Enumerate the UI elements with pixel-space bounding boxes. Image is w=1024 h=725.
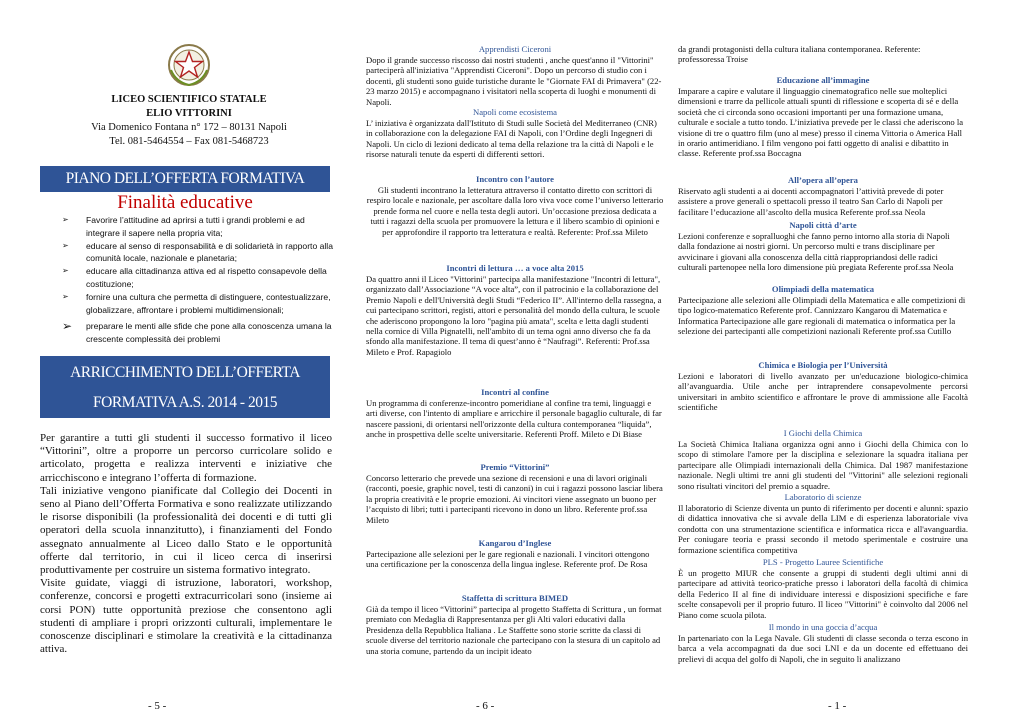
- section-title: Il mondo in una goccia d’acqua: [768, 622, 878, 632]
- banner-line-1: ARRICCHIMENTO DELL’OFFERTA: [70, 364, 300, 381]
- section-bimed: [366, 593, 664, 656]
- section-title: Napoli città d’arte: [789, 220, 857, 230]
- section-confine: [366, 387, 664, 440]
- section-text: da grandi protagonisti della cultura italiana contemporanea. Referente: professoressa Troise: [678, 44, 921, 65]
- section-title: Apprendisti Ciceroni: [478, 44, 552, 54]
- section-title: Kangarou d’Inglese: [478, 538, 552, 548]
- section-title: PLS - Progetto Lauree Scientifiche: [762, 557, 884, 567]
- section-title: Napoli come ecosistema: [473, 107, 557, 117]
- goal-item: ➢ Favorire l’attitudine ad aprirsi a tutti i grandi problemi e ad integrare il sapere nella propria vita;: [62, 214, 334, 240]
- section-opera: [678, 175, 968, 217]
- section-chimica: [678, 360, 968, 413]
- goal-item: ➢ educare al senso di responsabilità e di solidarietà in rapporto alla comunità locale, nazionale e planetaria;: [62, 240, 334, 266]
- goal-item: ➢ fornire una cultura che permetta di distinguere, contestualizzare, globalizzare, affrontare i problemi multidimensionali;: [62, 291, 334, 317]
- page-number: - 1 -: [828, 700, 847, 712]
- page-number: - 6 -: [476, 700, 495, 712]
- section-text: È un progetto MIUR che consente a gruppi di studenti degli ultimi anni di partecipare ad attività teorico-pratiche presso i laboratori della facoltà di chimica della Federico II al fine di individuare interessi e disposizioni specifiche e fare scelte consapevoli per il proprio futuro. Il liceo "Vittorini" è coinvolto dal 2006 nel Piano come scuola pilota.: [678, 568, 968, 620]
- goal-item: ➢ preparare le menti alle sfide che pone alla conoscenza umana la crescente complessità dei problemi: [62, 320, 334, 346]
- section-title: I Giochi della Chimica: [783, 428, 863, 438]
- intro-paragraph: Visite guidate, viaggi di istruzione, laboratori, workshop, conferenze, concorsi e progetti extracurricolari sono (insieme ai corsi PON) tutte opportunità preziose che consentono agli studenti di ampliare i propri orizzonti culturali, implementare le conoscenze disciplinari e stimolare la creatività e la cittadinanza attiva.: [40, 577, 332, 656]
- pof-banner: PIANO DELL’OFFERTA FORMATIVA: [40, 166, 330, 192]
- section-title: Chimica e Biologia per l’Università: [758, 360, 888, 370]
- section-lettura: [366, 263, 664, 357]
- school-phone: Tel. 081-5464554 – Fax 081-5468723: [109, 136, 269, 147]
- section-text: Da quattro anni il Liceo "Vittorini" partecipa alla manifestazione "Incontri di lettura", organizzato dall’Associazione “A voce alta”, con il patrocinio e la collaborazione del Premio Napoli e dell'Università degli Studi “Federico II”. All'interno della rassegna, a cui partecipano scrittori, registi, attori e personalità del mondo della cultura, le scuole che aderiscono propongono la loro "pagina più amata", scelta e letta dagli studenti nella cornice di Villa Pignatelli, nell'ambito di un tema ogni anno diverso che fa da sfondo alla manifestazione. Il tema di quest’anno è “Naufragi”. Referenti: Prof.ssa Mileto e Prof. Rapagiolo: [366, 274, 662, 357]
- section-text: Lezioni e laboratori di livello avanzato per un'educazione biologico-chimica all’avanguardia. Utile anche per intraprendere consapevolmente percorsi universitari in ambito scientifico e affrontare le prove di ammissione alle Facoltà scientifiche: [678, 371, 968, 413]
- section-text: Dopo il grande successo riscosso dai nostri studenti , anche quest'anno il "Vittorini" parteciperà all'iniziativa "Apprendisti Ciceroni". Dopo un percorso di studio con i docenti, gli studenti sono guide turistiche durante le "Giornate FAI di Primavera" (22-23 marzo 2015) e accompagnano i visitatori nella scoperta di luoghi e monumenti di Napoli.: [366, 55, 662, 107]
- section-text: Gli studenti incontrano la letteratura attraverso il contatto diretto con scrittori di respiro locale e nazionale, per ascoltare dalla loro viva voce come l’universo letterario prende forma nel cuore e nella testa degli autori. Un’occasione preziosa dedicata a tutti i ragazzi della scuola per promuovere la lettura e il libero scambio di opinioni e per approfondire il rapporto tra letteratura e realtà. Referente: Prof.ssa Mileto: [366, 185, 664, 237]
- section-title: Incontri al confine: [481, 387, 549, 397]
- panel-page-6: [340, 0, 676, 725]
- section-autore: [366, 174, 664, 237]
- section-text: Già da tempo il liceo “Vittorini” partecipa al progetto Staffetta di Scrittura , un format premiato con Medaglia di Rappresentanza per gli Alti valori educativi dalla Presidenza della Repubblica Italiana . Le Staffette sono storie scritte da classi di scuole diverse del territorio nazionale che partecipano con la stesura di un capitolo ad una storia comune, partendo da un incipit ideato: [366, 604, 662, 656]
- section-text: In partenariato con la Lega Navale. Gli studenti di classe seconda o terza escono in barca a vela accompagnati da due soci LNI e da un docente ed effettuano dei prelievi di acqua del golfo di Napoli, che in seguito li analizzano: [678, 633, 968, 664]
- section-text: Imparare a capire e valutare il linguaggio cinematografico nelle sue molteplici dimensioni e trarre da pellicole attuali spunti di riflessione e scoperta di sé e della società che ci circonda sono occasioni importanti per una formazione umana, culturale e sociale a tutto tondo. L’iniziativa prevede per le classi che aderiscono la visione di tre o quattro film (uno al mese) presso il cinema Vittoria o America Hall in orario antimeridiano. I film vengono poi fatti oggetto di analisi e dibattito in classe. Referente prof.ssa Boccagna: [678, 86, 964, 159]
- section-text: La Società Chimica Italiana organizza ogni anno i Giochi della Chimica con lo scopo di stimolare l'amore per la disciplina e selezionare la squadra italiana per partecipare alle Olimpiadi internazionali della Chimica. Dal 1987 manifestazione nazionale. Negli ultimi tre anni gli studenti del "Vittorini" alle selezioni regionali sono risultati vincitori del premio a squadre.: [678, 439, 968, 491]
- section-text: Un programma di conferenze-incontro pomeridiane al confine tra temi, linguaggi e arti diverse, con l'intento di ampliare e arricchire il personale bagaglio culturale, di far nascere passioni, di orientarsi nell'orizzonte della cultura contemporanea “liquida”, anche in prospettiva delle scelte universitarie. Referenti Proff. Mileto e Di Biase: [366, 398, 662, 440]
- section-goccia: [678, 622, 968, 664]
- finalita-heading: Finalità educative: [117, 192, 253, 213]
- section-text: Lezioni conferenze e sopralluoghi che fanno perno intorno alla storia di Napoli dalla fondazione ai nostri giorni. Un percorso multi e trans disciplinare per avvicinare i giovani alla conoscenza della città riappropriandosi delle radici culturali partenopee nella loro dimensione più pregiata Referente prof.ssa Neola: [678, 231, 954, 273]
- goal-item: ➢ educare alla cittadinanza attiva ed al rispetto consapevole della costituzione;: [62, 265, 334, 291]
- panel-page-5: [0, 0, 340, 725]
- section-text: Partecipazione alle selezioni alle Olimpiadi della Matematica e alle competizioni di tipo logico-matematico Referente prof. Cannizzaro Kangarou di Matematica e Informatica Partecipazione alle gare regionali di matematica o informatica per la selezione dei partecipanti alle competizioni nazionali Referente prof.ssa Cutillo: [678, 295, 966, 337]
- section-title: Premio “Vittorini”: [480, 462, 550, 472]
- section-text: Il laboratorio di Scienze diventa un punto di riferimento per docenti e alunni: spazio di didattica innovativa che si avvale della LIM e di esperienza laboratoriale viva condotta con una strumentazione scientifica e informatica ricca e all'avanguardia. Per coniugare teoria e prassi secondo il metodo sperimentale e costruire una formazione scientifica competitiva: [678, 503, 968, 555]
- intro-paragraph: Tali iniziative vengono pianificate dal Collegio dei Docenti in seno al Piano dell’Offerta Formativa e sono realizzate utilizzando le risorse disponibili (la professionalità dei docenti e di tutti gli operatori della scuola innanzitutto), i finanziamenti del Fondo assegnato annualmente al Liceo dallo Stato e le opportunità offerte dal territorio, in cui il liceo cerca di inserirsi produttivamente per costruire un sistema formativo integrato.: [40, 484, 332, 577]
- section-text: L’ iniziativa è organizzata dall'Istituto di Studi sulle Società del Mediterraneo (CNR) in collaborazione con la delegazione FAI di Napoli, con l’Ordine degli Ingegneri di Napoli. Un ciclo di lezioni dedicato al tema della relazione tra la città di Napoli e le risorse naturali tenute da esperti di differenti settori.: [366, 118, 657, 160]
- italian-republic-emblem-icon: [166, 42, 212, 88]
- section-arte: [678, 220, 968, 273]
- section-text: Concorso letterario che prevede una sezione di recensioni e una di lavori originali (racconti, poesie, graphic novel, testi di canzoni) in cui i ragazzi possono lasciar libera la propria creatività e le proprie emozioni. Ai vincitori viene assegnato un buono per l’acquisto di libri; tutti i partecipanti ricevono in dono un libro. Referente prof.ssa Mileto: [366, 473, 663, 525]
- section-title: Olimpiadi della matematica: [771, 284, 875, 294]
- goals-list: [62, 214, 334, 346]
- school-address: Via Domenico Fontana n° 172 – 80131 Napoli: [91, 122, 287, 133]
- section-kangarou: [366, 538, 664, 570]
- school-name: LICEO SCIENTIFICO STATALE: [111, 94, 267, 105]
- section-title: Staffetta di scrittura BIMED: [461, 593, 569, 603]
- banner-line-2: FORMATIVA A.S. 2014 - 2015: [93, 394, 277, 411]
- page-number: - 5 -: [148, 700, 167, 712]
- section-title: All’opera all’opera: [788, 175, 858, 185]
- intro-text: [40, 432, 332, 656]
- section-title: Incontro con l’autore: [476, 174, 554, 184]
- section-text: Partecipazione alle selezioni per le gare regionali e nazionali. I vincitori ottengono una certificazione per la conoscenza della lingua inglese. Referente prof. De Rosa: [366, 549, 650, 570]
- section-olimpiadi: [678, 284, 968, 337]
- section-title: Educazione all’immagine: [776, 75, 870, 85]
- intro-paragraph: Per garantire a tutti gli studenti il successo formativo il liceo “Vittorini”, oltre a proporre un percorso curricolare solido e articolato, progetta e realizza interventi e iniziative che arricchiscono e integrano l’offerta di formazione.: [40, 432, 332, 484]
- section-pls: [678, 557, 968, 620]
- section-giochi: [678, 428, 968, 491]
- section-title: Incontri di lettura … a voce alta 2015: [446, 263, 584, 273]
- section-title: Laboratorio di scienze: [784, 492, 862, 502]
- school-name-2: ELIO VITTORINI: [146, 108, 232, 119]
- section-laboratorio: [678, 492, 968, 555]
- section-text: Riservato agli studenti a ai docenti accompagnatori l’attività prevede di poter assistere a prove generali o spettacoli presso il teatro San Carlo di Napoli per facilitare l’educazione all’ascolto della musica Referente prof.ssa Neola: [678, 186, 944, 217]
- section-apprendisti: [366, 44, 664, 107]
- section-immagine: [678, 75, 968, 159]
- section-ecosistema: [366, 107, 664, 160]
- arricchimento-banner: [40, 356, 330, 418]
- panel-page-1: [676, 0, 1024, 725]
- section-top-continuation: [678, 44, 968, 65]
- section-premio: [366, 462, 664, 525]
